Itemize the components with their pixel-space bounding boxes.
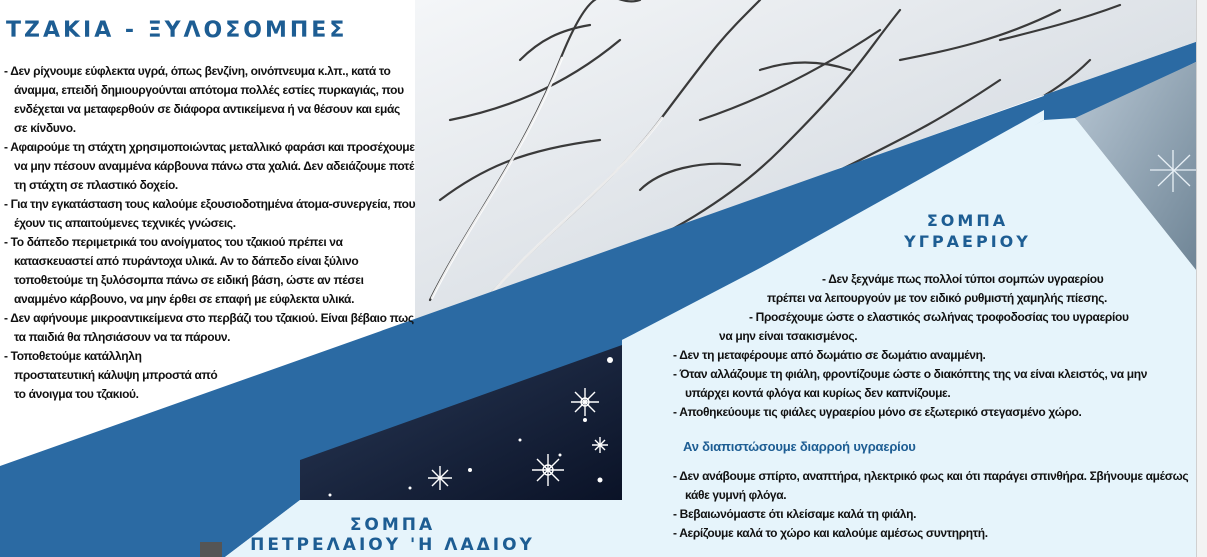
gas-stove-title bbox=[880, 210, 1055, 252]
gas-item-4-line-2: υπάρχει κοντά φλόγα και κυρίως δεν καπνίζουμε. bbox=[685, 386, 951, 400]
window-right-edge bbox=[1196, 0, 1207, 557]
list-item: - Για την εγκατάσταση τους καλούμε εξουσιοδοτημένα άτομα-συνεργεία, που έχουν τις απαιτούμενες τεχνικές γνώσεις. bbox=[4, 195, 416, 233]
oil-stove-title bbox=[245, 515, 540, 555]
gas-item-5: - Αποθηκεύουμε τις φιάλες υγραερίου μόνο σε εξωτερικό στεγασμένο χώρο. bbox=[673, 403, 1082, 422]
oil-title-line-2: ΠΕΤΡΕΛΑΙΟΥ 'Η ΛΑΔΙΟΥ bbox=[250, 535, 535, 555]
bottom-left-photo-strip bbox=[200, 542, 222, 557]
gas-item-4-line-1: - Όταν αλλάζουμε τη φιάλη, φροντίζουμε ώστε ο διακόπτης της να είναι κλειστός, να μην bbox=[673, 365, 1147, 384]
list-item: - Τοποθετούμε κατάλληλη προστατευτική κάλυψη μπροστά από το άνοιγμα του τζακιού. bbox=[4, 347, 224, 404]
gas-item-1-line-1: - Δεν ξεχνάμε πως πολλοί τύποι σομπών υγραερίου bbox=[822, 270, 1103, 289]
list-item: - Το δάπεδο περιμετρικά του ανοίγματος του τζακιού πρέπει να κατασκευαστεί από πυράντοχα υλικά. Αν το δάπεδο είναι ξύλινο τοποθετούμε τη ξυλόσομπα πάνω σε ειδική βάση, ώστε αν πέσει αναμμένο κάρβουνο, να μην έρθει σε επαφή με εύφλεκτα υλικά. bbox=[4, 233, 416, 309]
fireplace-title: ΤΖΑΚΙΑ - ΞΥΛΟΣΟΜΠΕΣ bbox=[6, 18, 348, 43]
leak-item-1-line-2: κάθε γυμνή φλόγα. bbox=[685, 488, 787, 502]
gas-item-2-line-1: - Προσέχουμε ώστε ο ελαστικός σωλήνας τροφοδοσίας του υγραερίου bbox=[749, 308, 1129, 327]
fireplace-list bbox=[4, 62, 416, 404]
leak-item-1-line-1: - Δεν ανάβουμε σπίρτο, αναπτήρα, ηλεκτρικό φως και ότι παράγει σπινθήρα. Σβήνουμε αμέσως bbox=[673, 467, 1188, 486]
list-item: - Δεν αφήνουμε μικροαντικείμενα στο περβάζι του τζακιού. Είναι βέβαιο πως τα παιδιά θα πλησιάσουν να τα πάρουν. bbox=[4, 309, 416, 347]
gas-item-3: - Δεν τη μεταφέρουμε από δωμάτιο σε δωμάτιο αναμμένη. bbox=[673, 346, 986, 365]
gas-title-line-1: ΣΟΜΠΑ bbox=[926, 211, 1009, 230]
gas-item-2-line-2: να μην είναι τσακισμένος. bbox=[719, 329, 858, 343]
gas-leak-heading: Αν διαπιστώσουμε διαρροή υγραερίου bbox=[683, 439, 916, 454]
leak-item-3: - Αερίζουμε καλά το χώρο και καλούμε αμέσως συντηρητή. bbox=[673, 524, 988, 543]
list-item: - Αφαιρούμε τη στάχτη χρησιμοποιώντας μεταλλικό φαράσι και προσέχουμε να μην πέσουν αναμμένα κάρβουνα πάνω στα χαλιά. Δεν αδειάζουμε ποτέ τη στάχτη σε πλαστικό δοχείο. bbox=[4, 138, 416, 195]
list-item: - Δεν ρίχνουμε εύφλεκτα υγρά, όπως βενζίνη, οινόπνευμα κ.λπ., κατά το άναμμα, επειδή δημιουργούνται απότομα πολλές εστίες πυρκαγιάς, που ενδέχεται να μεταφερθούν σε διάφορα αντικείμενα ή να θέσουν και εμάς σε κίνδυνο. bbox=[4, 62, 416, 138]
gas-item-1-line-2: πρέπει να λειτουργούν με τον ειδικό ρυθμιστή χαμηλής πίεσης. bbox=[767, 291, 1107, 305]
gas-title-line-2: ΥΓΡΑΕΡΙΟΥ bbox=[904, 232, 1031, 251]
leak-item-2: - Βεβαιωνόμαστε ότι κλείσαμε καλά τη φιάλη. bbox=[673, 505, 916, 524]
oil-title-line-1: ΣΟΜΠΑ bbox=[349, 515, 436, 535]
